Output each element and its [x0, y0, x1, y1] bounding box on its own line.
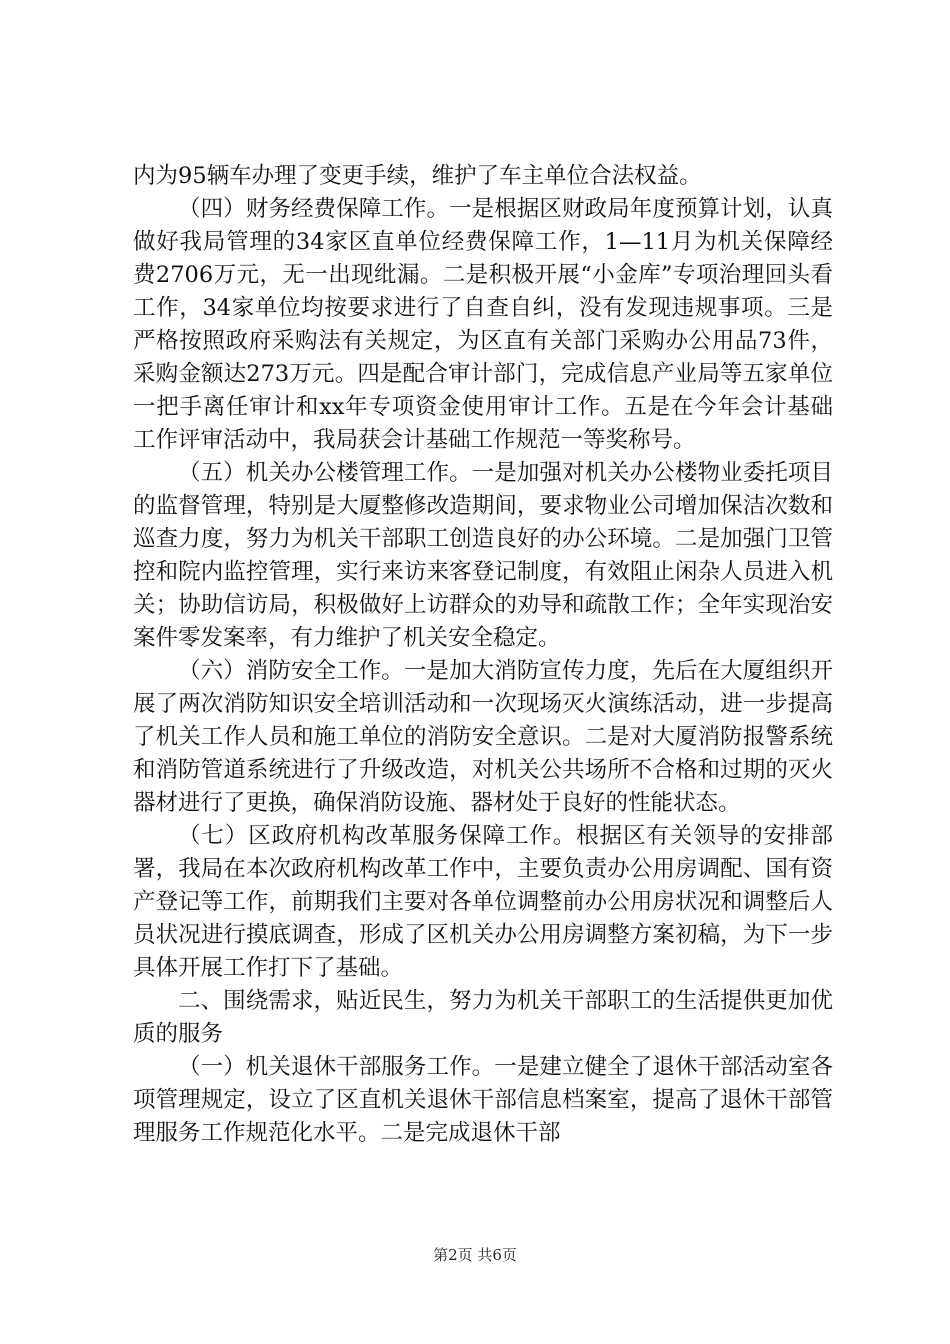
paragraph-fire-safety: （六）消防安全工作。一是加大消防宣传力度，先后在大厦组织开展了两次消防知识安全培训活动和一次现场灭火演练活动，进一步提高了机关工作人员和施工单位的消防安全意识。二是对大厦消防报警系统和消防管道系统进行了升级改造，对机关公共场所不合格和过期的灭火器材进行了更换，确保消防设施、器材处于良好的性能状态。: [133, 658, 833, 816]
page-number-footer: 第2页 共6页: [433, 1246, 517, 1264]
paragraph-finance-funding: （四）财务经费保障工作。一是根据区财政局年度预算计划，认真做好我局管理的34家区直单位经费保障工作，1—11月为机关保障经费2706万元，无一出现纰漏。二是积极开展“小金库”专项治理回头看工作，34家单位均按要求进行了自查自纠，没有发现违规事项。三是严格按照政府采购法有关规定，为区直有关部门采购办公用品73件，采购金额达273万元。四是配合审计部门，完成信息产业局等五家单位一把手离任审计和xx年专项资金使用审计工作。五是在今年会计基础工作评审活动中，我局获会计基础工作规范一等奖称号。: [133, 196, 833, 453]
document-body: [133, 160, 833, 1150]
section-heading-2: 二、围绕需求，贴近民生，努力为机关干部职工的生活提供更加优质的服务: [133, 988, 833, 1047]
paragraph-office-building: （五）机关办公楼管理工作。一是加强对机关办公楼物业委托项目的监督管理，特别是大厦整修改造期间，要求物业公司增加保洁次数和巡查力度，努力为机关干部职工创造良好的办公环境。二是加强门卫管控和院内监控管理，实行来访来客登记制度，有效阻止闲杂人员进入机关；协助信访局，积极做好上访群众的劝导和疏散工作；全年实现治安案件零发案率，有力维护了机关安全稳定。: [133, 460, 833, 651]
paragraph-retired-cadres: （一）机关退休干部服务工作。一是建立健全了退休干部活动室各项管理规定，设立了区直机关退休干部信息档案室，提高了退休干部管理服务工作规范化水平。二是完成退休干部: [133, 1054, 833, 1146]
paragraph-institutional-reform: （七）区政府机构改革服务保障工作。根据区有关领导的安排部署，我局在本次政府机构改革工作中，主要负责办公用房调配、国有资产登记等工作，前期我们主要对各单位调整前办公用房状况和调整后人员状况进行摸底调查，形成了区机关办公用房调整方案初稿，为下一步具体开展工作打下了基础。: [133, 823, 833, 981]
paragraph-continuation: 内为95辆车办理了变更手续，维护了车主单位合法权益。: [133, 163, 702, 189]
